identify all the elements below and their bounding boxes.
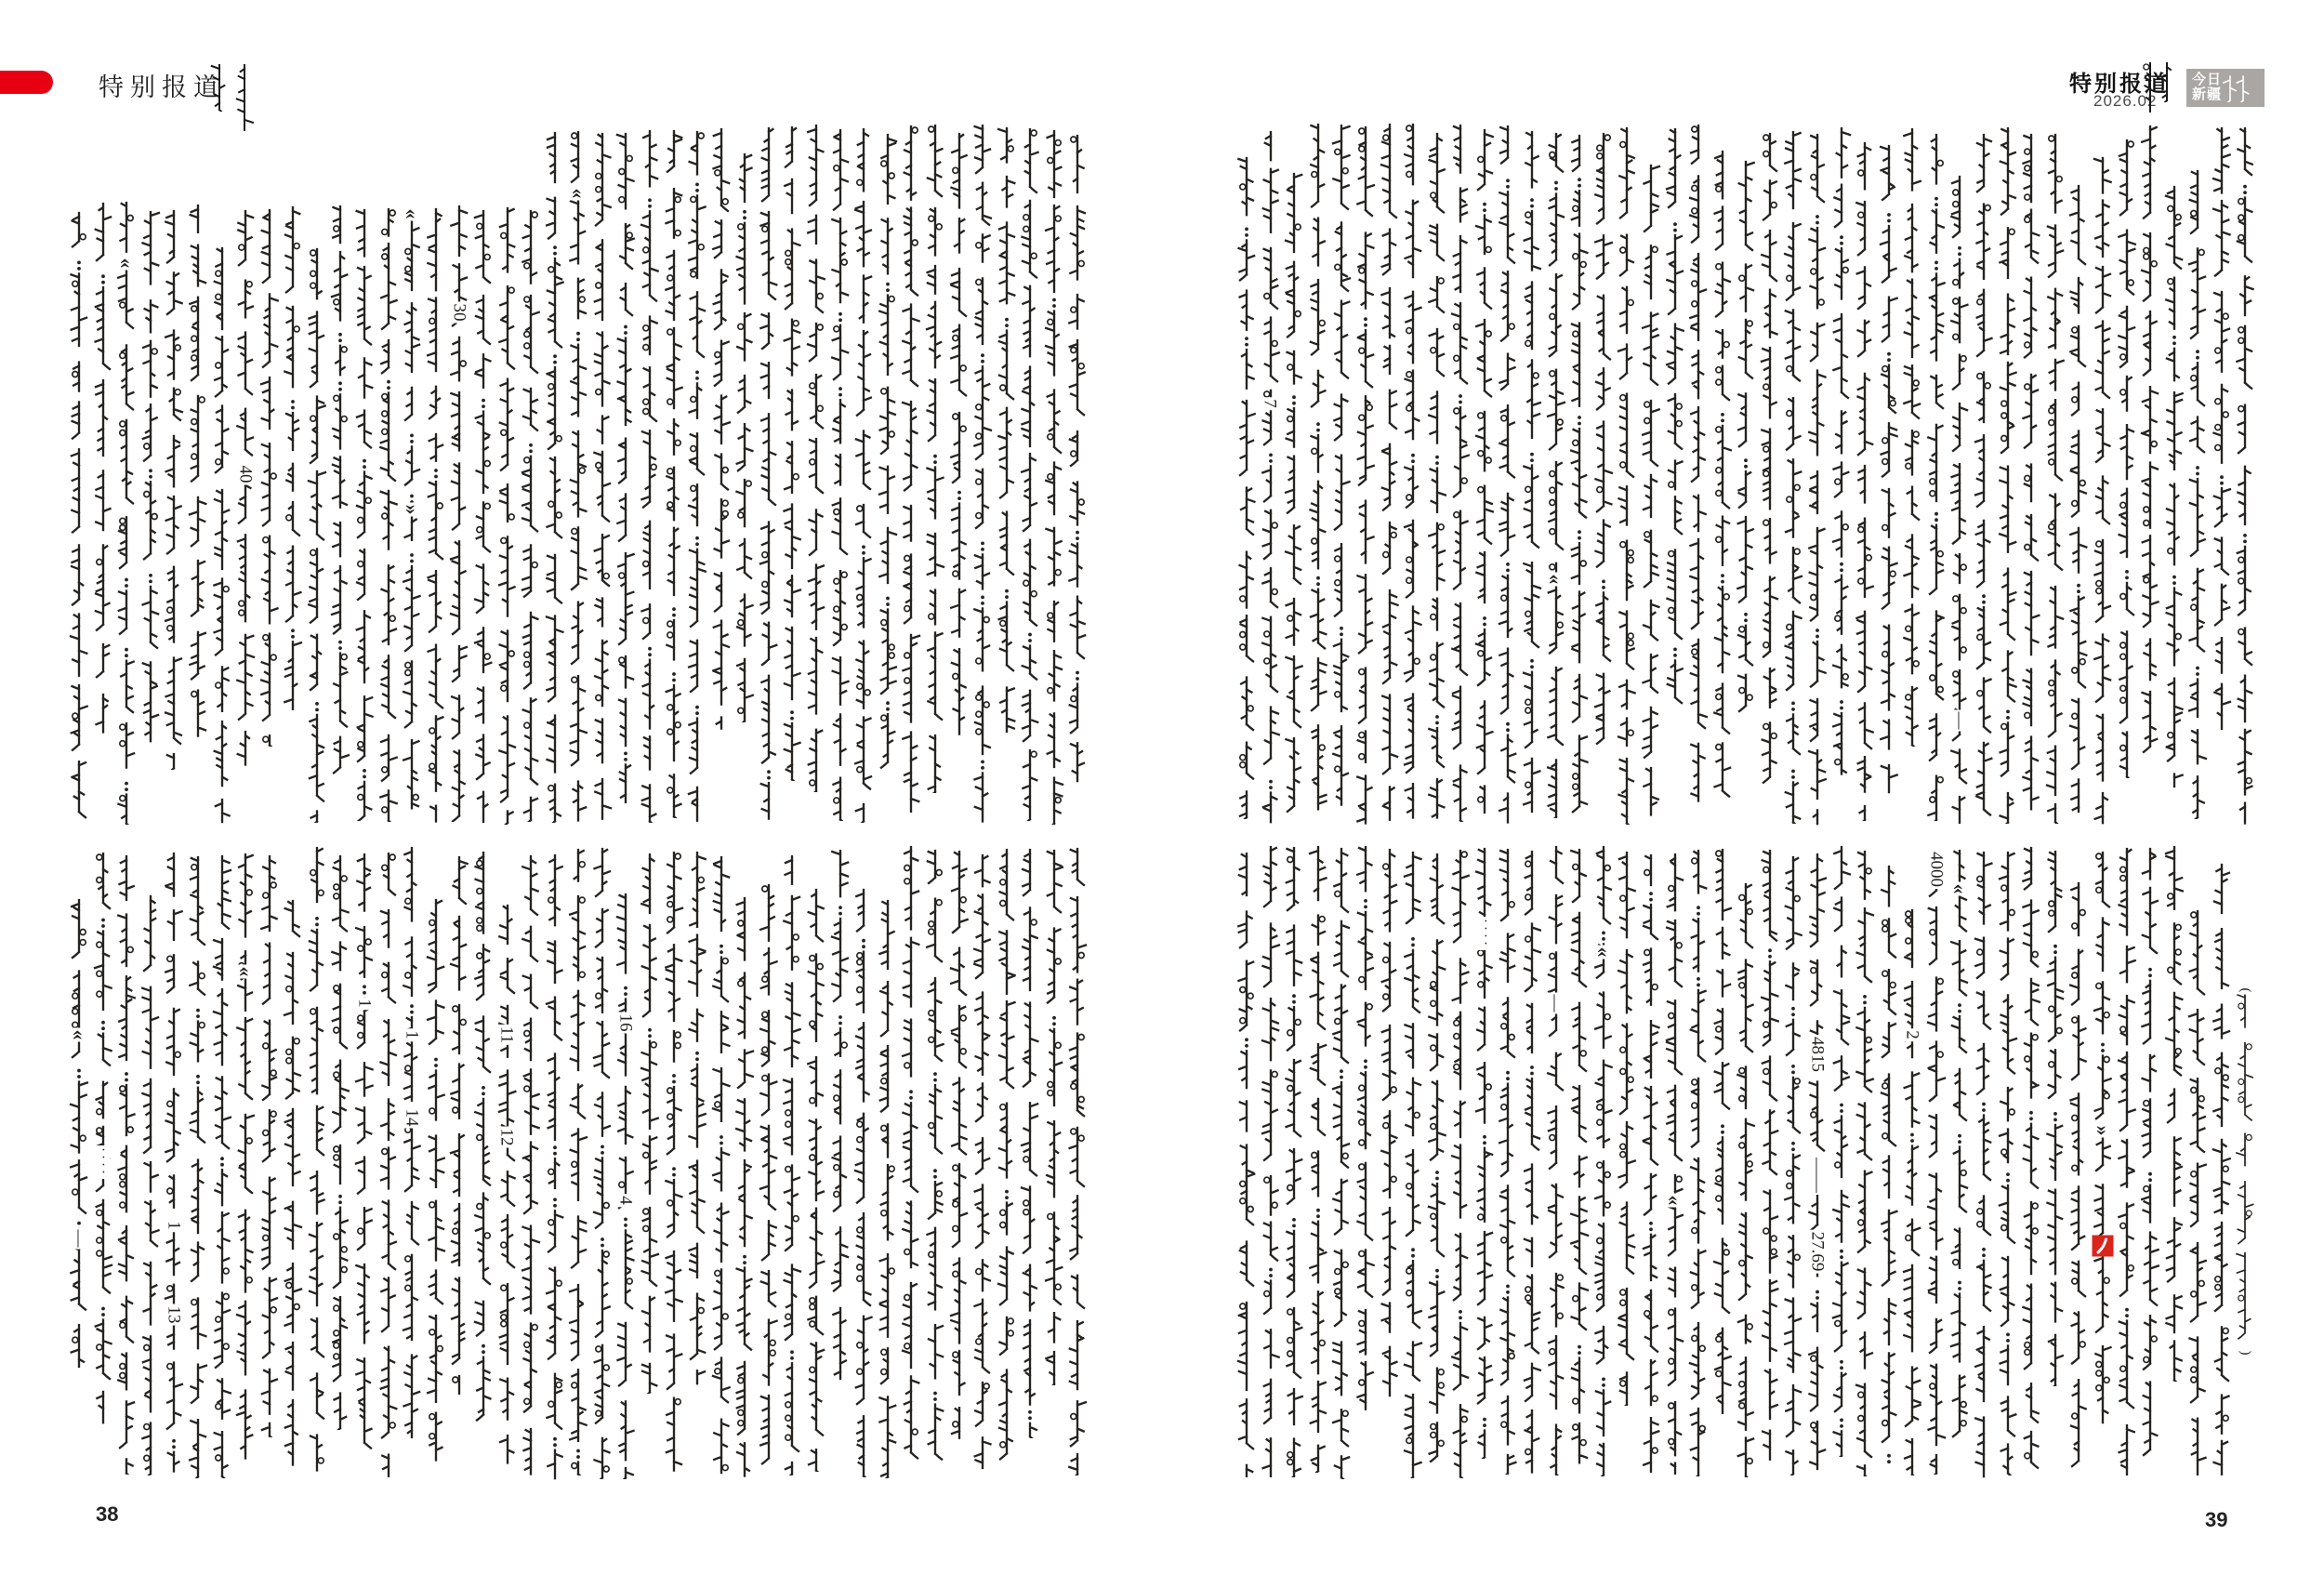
mongolian-text-column [1567,134,1591,820]
inline-token: 1 [164,1221,184,1231]
mongolian-text-column [1900,127,1924,747]
mongolian-text-column [1972,133,1996,822]
mongolian-text-column [733,152,757,722]
inline-token: 1 [354,999,375,1008]
inline-token: « [400,208,424,219]
inline-token: « [567,188,590,199]
mongolian-text-column [566,130,590,822]
mongolian-text-column [1520,130,1544,823]
mongolian-text-column [352,853,376,1474]
mongolian-text-column [709,855,733,1475]
inline-token: — [69,1229,89,1248]
mongolian-text-column [1235,156,1259,819]
page-number-left: 38 [96,1502,119,1526]
mongolian-text-column [1401,123,1425,820]
mongolian-text-column [1924,853,1948,1476]
mongolian-text-column [852,888,876,1478]
mongolian-text-column [1259,845,1283,1478]
mongolian-text-column [2115,139,2139,779]
mongolian-text-column [1425,132,1449,819]
mongolian-text-column [1758,132,1782,791]
mongolian-text-column [1448,849,1472,1478]
mongolian-title-word [207,63,231,112]
mongolian-text-column [447,205,471,822]
magazine-logo-line2: 新疆 [2192,86,2223,102]
mongolian-text-column [1401,851,1425,1479]
mongolian-text-column [995,848,1019,1478]
mongolian-text-column [1686,124,1710,819]
mongolian-text-column [376,852,401,1478]
mongolian-text-column [2233,986,2257,1350]
mongolian-text-column [1065,134,1089,783]
mongolian-text-column [662,851,686,1480]
mongolian-text-column [1496,125,1520,824]
inline-token: ( [2238,987,2253,993]
mongolian-text-column [1853,141,1877,822]
mongolian-text-column [638,129,662,824]
mongolian-text-column [709,127,733,731]
inline-token: 2 [1902,1030,1922,1039]
mongolian-text-column [114,201,139,826]
mongolian-text-column [1567,848,1591,1479]
mongolian-text-column [2019,133,2043,821]
mongolian-text-column [2210,863,2234,1476]
mongolian-text-column [1329,847,1353,1479]
inline-token: 27.69 [1807,1231,1828,1272]
mongolian-text-column [2185,909,2210,1476]
mongolian-text-column [186,855,210,1478]
mongolian-text-column [67,898,91,1369]
mongolian-text-column [1544,132,1568,819]
mongolian-text-column [495,904,520,1475]
mongolian-text-column [876,899,900,1479]
mongolian-text-column [1853,850,1877,1477]
inline-token: ···· [95,1147,111,1177]
mongolian-text-column [1235,852,1259,1478]
mongolian-text-column [662,129,686,818]
inline-token: — [1545,994,1565,1012]
mongolian-text-column [233,209,257,766]
mongolian-text-column [1329,124,1353,826]
mongolian-text-column [923,124,947,794]
mongolian-text-column [210,246,234,824]
mongolian-text-column [305,846,329,1479]
mongolian-text-column [757,126,781,821]
mongolian-text-column [471,209,495,824]
mongolian-text-column [757,883,781,1474]
mongolian-text-column [305,247,329,824]
mongolian-text-column [804,888,828,1473]
mongolian-text-column [1663,853,1687,1476]
mongolian-text-column [91,852,115,1424]
red-accent-pill [0,71,53,94]
mongolian-text-column [1306,123,1330,825]
mongolian-text-column [2138,847,2162,1480]
mongolian-text-column [1663,127,1687,731]
mongolian-text-column [947,132,971,741]
mongolian-text-column [852,127,876,823]
mongolian-text-column [1018,848,1042,1438]
inline-token: 7 [1260,399,1280,409]
mongolian-text-column [638,853,662,1394]
mongolian-text-column [2210,126,2234,731]
mongolian-text-column [1378,848,1402,1397]
section-title-right: 特别报道 [2069,72,2170,97]
mongolian-text-column [780,126,804,781]
inline-token: « [115,258,139,269]
mongolian-text-column [947,850,971,1440]
mongolian-text-column [257,208,282,747]
mongolian-text-column [2043,133,2067,824]
mongolian-text-column [1877,144,1901,794]
mongolian-title-word [232,63,257,136]
mongolian-text-column [1615,126,1639,826]
mongolian-text-column [1829,845,1854,1458]
mongolian-text-column [139,894,163,1476]
inline-token: » [400,504,424,515]
mongolian-text-column [1829,126,1854,787]
mongolian-text-column [733,896,757,1477]
mongolian-text-column [376,207,401,823]
inline-token: 13 [164,1305,184,1324]
inline-token: 4 [615,1196,636,1205]
inline-token: » [2091,1125,2115,1136]
mongolian-text-column [1378,123,1402,822]
mongolian-text-column [899,845,923,1474]
mongolian-text-column [1805,133,1829,826]
mongolian-text-column [328,205,352,787]
mongolian-text-column [1710,848,1735,1422]
mongolian-text-column [352,208,376,822]
inline-token: 4000 [1926,852,1947,888]
mongolian-text-column [899,125,923,825]
mongolian-text-column [519,209,543,822]
mongolian-text-column [233,853,257,1478]
mongolian-text-column [91,202,115,734]
mongolian-text-column [2162,845,2186,1382]
mongolian-title-word [2231,74,2255,102]
mongolian-text-column [1520,850,1544,1475]
mongolian-text-column [1591,845,1616,1476]
mongolian-text-column [114,854,139,1476]
mongolian-text-column [828,128,852,822]
mongolian-text-column [1282,846,1306,1478]
mongolian-text-column [67,211,91,822]
mongolian-text-column [424,207,448,823]
mongolian-text-column [566,848,590,1476]
mongolian-text-column [1496,848,1520,1476]
mongolian-text-column [2067,184,2091,824]
mongolian-text-column [210,854,234,1479]
mongolian-text-column [162,209,186,770]
mongolian-text-column [2043,850,2067,1387]
mongolian-text-column [1781,130,1805,825]
inline-token: 11 [496,1026,517,1044]
inline-token: ···· [1477,918,1493,948]
mongolian-text-column [1734,160,1758,721]
mongolian-text-column [2185,169,2210,819]
mongolian-text-column [804,124,828,793]
inline-token: 1 [402,1030,422,1039]
mongolian-text-column [614,893,638,1480]
mongolian-text-column [2019,846,2043,1476]
page-number-right: 39 [2205,1508,2228,1531]
mongolian-text-column [1996,126,2020,825]
mongolian-text-column [1018,127,1042,821]
mongolian-text-column [495,206,520,825]
mongolian-text-column [2162,185,2186,788]
inline-token: 4815 [1807,1036,1828,1072]
mongolian-text-column [971,854,995,1477]
mongolian-text-column [685,130,709,823]
mongolian-text-column [1639,164,1663,823]
mongolian-text-column [1758,849,1782,1479]
mongolian-text-column [1448,124,1472,822]
section-title-left: 特别报道 [99,73,225,101]
mongolian-text-column [1924,133,1948,822]
inline-token: « [233,966,257,977]
magazine-logo-line1: 今日 [2192,72,2223,87]
mongolian-text-column [2091,851,2115,1424]
mongolian-text-column [400,846,424,1453]
mongolian-text-column [328,854,352,1430]
inline-token: 30 [449,303,469,322]
mongolian-text-column [1710,150,1735,819]
mongolian-text-column [519,854,543,1476]
mongolian-text-column [1877,865,1901,1475]
mongolian-text-column [139,210,163,743]
inline-token: « [1663,1195,1687,1206]
inline-token: — [1949,711,1970,730]
inline-token: « [67,1029,91,1040]
mongolian-text-column [828,849,852,1385]
mongolian-text-column [1065,847,1089,1476]
inline-token: « [1544,574,1568,585]
mongolian-text-column [971,124,995,823]
mongolian-text-column [447,855,471,1396]
mongolian-text-column [590,847,614,1480]
mongolian-text-column [2067,881,2091,1475]
mongolian-text-column [590,132,614,821]
mongolian-text-column [186,204,210,748]
mongolian-text-column [923,849,947,1476]
mongolian-text-column [1900,908,1924,1476]
inline-token: 16 [615,1013,636,1031]
mongolian-text-column [1042,849,1066,1386]
issue-date: 2026.02 [2093,92,2158,110]
mongolian-text-column [614,132,638,823]
mongolian-text-column [257,854,282,1437]
mongolian-text-column [281,899,305,1479]
mongolian-text-column [2115,847,2139,1476]
mongolian-text-column [1781,855,1805,1476]
mongolian-text-column [1972,851,1996,1478]
mongolian-text-column [2091,156,2115,825]
mongolian-text-column [1259,130,1283,824]
mongolian-text-column [543,854,567,1480]
inline-token: 40 [235,465,256,483]
mongolian-text-column [1353,126,1378,826]
mongolian-text-column [1544,845,1568,1476]
mongolian-text-column [543,131,567,823]
inline-token: ) [2238,1350,2253,1356]
mongolian-text-column [1425,853,1449,1477]
mongolian-text-column [1306,845,1330,1473]
mongolian-title-word [2155,61,2179,102]
mongolian-text-column [876,133,900,778]
mongolian-text-column [424,898,448,1476]
mongolian-text-column [1734,882,1758,1478]
inline-token: —— [1807,1157,1828,1193]
mongolian-text-column [1996,851,2020,1476]
mongolian-text-column [1042,129,1066,826]
mongolian-text-column [780,854,804,1476]
mongolian-text-column [1948,849,1972,1448]
mongolian-text-column [2138,125,2162,766]
inline-token: « [1948,883,1973,894]
mongolian-text-column [281,205,305,723]
mongolian-text-column [1472,128,1497,822]
mongolian-text-column [1615,851,1639,1407]
mongolian-text-column [2233,126,2257,825]
mongolian-text-column [1282,172,1306,822]
mongolian-text-column [162,852,186,1473]
mongolian-text-column [685,851,709,1385]
mongolian-text-column [471,851,495,1437]
mongolian-text-column [995,126,1019,750]
inline-token: 14 [402,1108,422,1127]
mongolian-text-column [1639,854,1663,1474]
mongolian-text-column [1353,845,1378,1411]
red-quote-mark [2092,1236,2113,1257]
mongolian-text-column [1686,849,1710,1477]
inline-token: « [1591,946,1616,958]
mongolian-text-column [1591,132,1616,759]
inline-token: 12 [496,1128,517,1146]
